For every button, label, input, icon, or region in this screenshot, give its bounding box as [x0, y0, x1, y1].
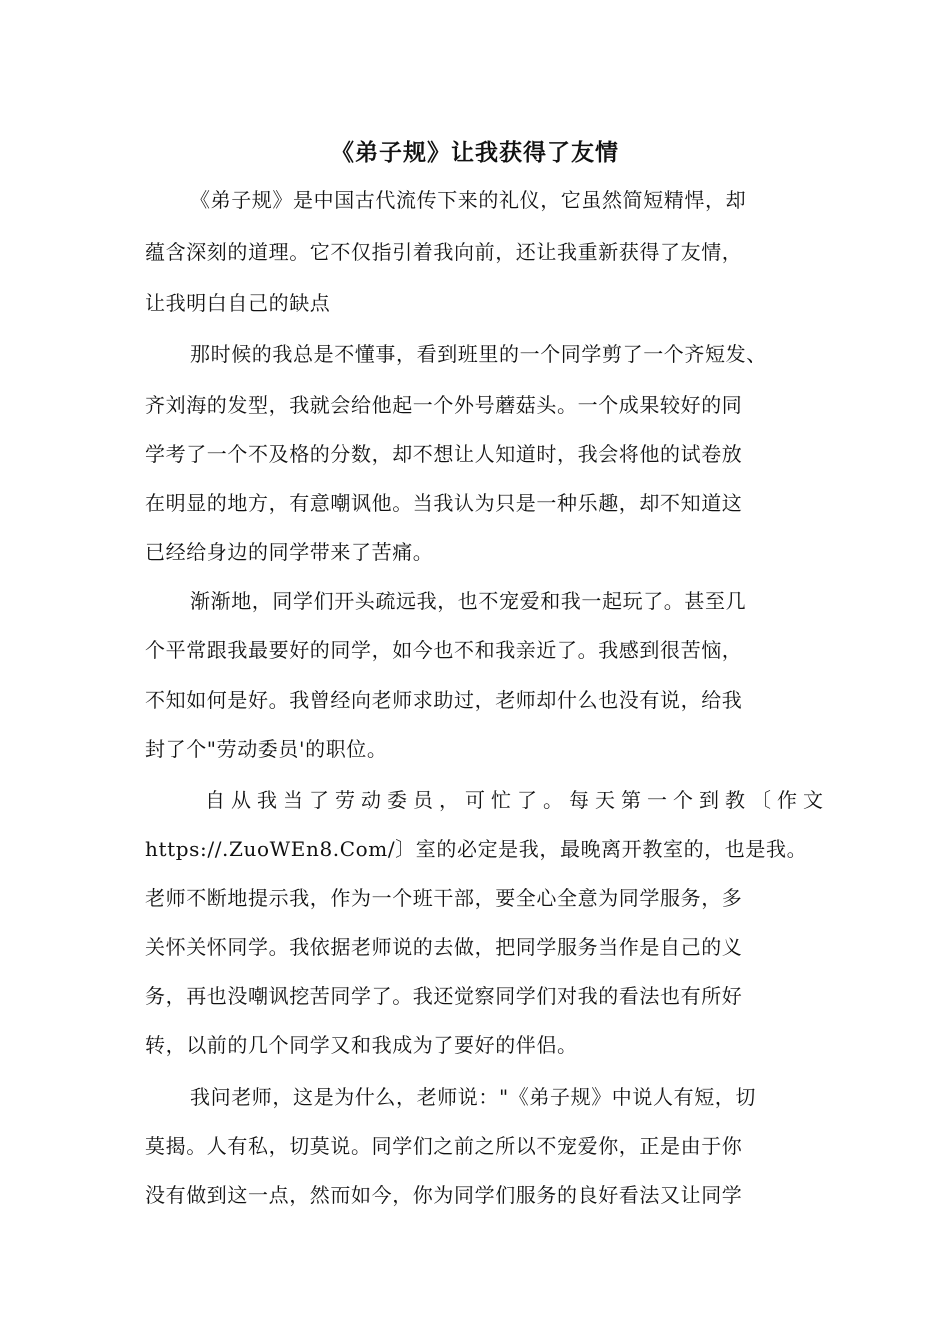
text-line: 那时候的我总是不懂事，看到班里的一个同学剪了一个齐短发、 — [190, 342, 767, 366]
text-line: 已经给身边的同学带来了苦痛。 — [145, 540, 434, 564]
text-line: 《弟子规》是中国古代流传下来的礼仪，它虽然简短精悍，却 — [190, 188, 747, 212]
text-line: 莫揭。人有私，切莫说。同学们之前之所以不宠爱你，正是由于你 — [145, 1134, 743, 1158]
text-line: 齐刘海的发型，我就会给他起一个外号蘑菇头。一个成果较好的同 — [145, 393, 743, 417]
text-line: 我问老师，这是为什么，老师说："《弟子规》中说人有短，切 — [190, 1085, 756, 1109]
text-line: 在明显的地方，有意嘲讽他。当我认为只是一种乐趣，却不知道这 — [145, 491, 743, 515]
text-line: 没有做到这一点，然而如今，你为同学们服务的良好看法又让同学 — [145, 1183, 743, 1207]
text-line: 让我明白自己的缺点 — [145, 291, 331, 315]
text-line: 自从我当了劳动委员，可忙了。每天第一个到教〔作文 — [205, 788, 829, 812]
text-line: 个平常跟我最要好的同学，如今也不和我亲近了。我感到很苦恼， — [145, 638, 743, 662]
text-line: 老师不断地提示我，作为一个班干部，要全心全意为同学服务，多 — [145, 886, 743, 910]
text-line: https://.ZuoWEn8.Com/〕室的必定是我，最晚离开教室的，也是我。 — [145, 837, 808, 861]
text-line: 关怀关怀同学。我依据老师说的去做，把同学服务当作是自己的义 — [145, 935, 743, 959]
text-line: 不知如何是好。我曾经向老师求助过，老师却什么也没有说，给我 — [145, 688, 743, 712]
text-line: 务，再也没嘲讽挖苦同学了。我还觉察同学们对我的看法也有所好 — [145, 984, 743, 1008]
text-line: 转，以前的几个同学又和我成为了要好的伴侣。 — [145, 1033, 578, 1057]
text-line: 渐渐地，同学们开头疏远我，也不宠爱和我一起玩了。甚至几 — [190, 589, 747, 613]
text-line: 封了个"劳动委员'的职位。 — [145, 737, 388, 761]
text-line: 学考了一个不及格的分数，却不想让人知道时，我会将他的试卷放 — [145, 442, 743, 466]
document-title: 《弟子规》让我获得了友情 — [331, 140, 619, 166]
text-line: 蕴含深刻的道理。它不仅指引着我向前，还让我重新获得了友情， — [145, 240, 743, 264]
